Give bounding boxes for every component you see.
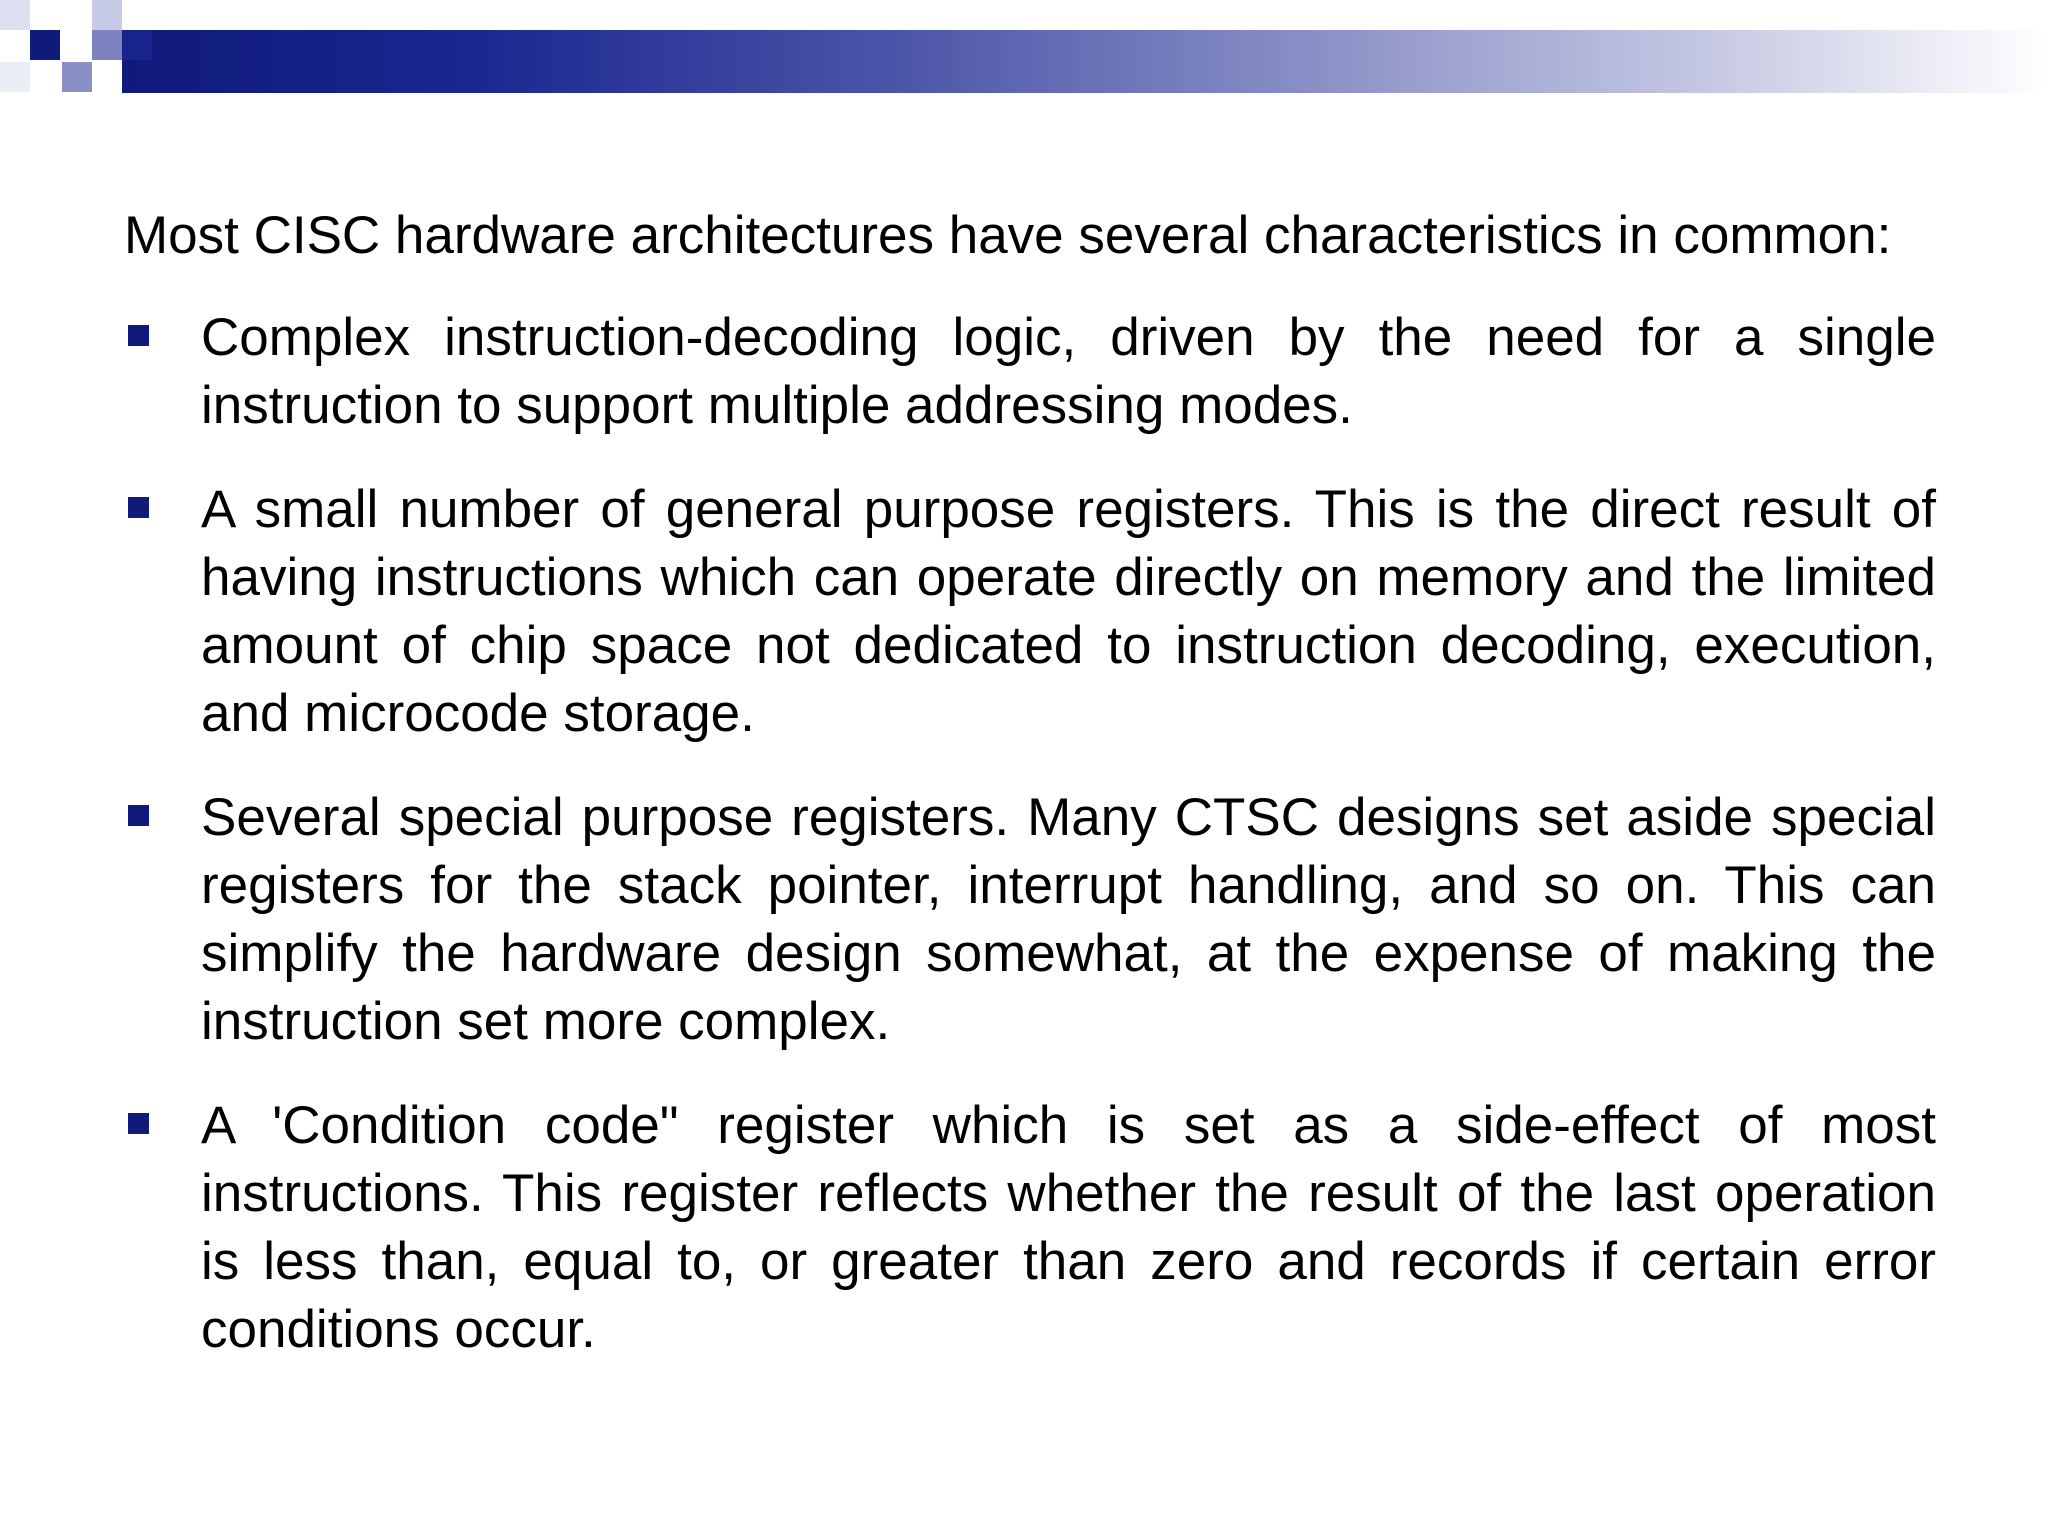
square-bullet-icon [128, 497, 149, 518]
bullet-item [124, 784, 1936, 1056]
bullet-text: A small number of general purpose registers. This is the direct result of having instructions which can operate directly on memory and the limited amount of chip space not dedicated to instruction decoding, execution, and microcode storage. [201, 480, 1936, 743]
slide-body [124, 202, 1936, 1400]
bullet-text: Several special purpose registers. Many CTSC designs set aside special registers for the stack pointer, interrupt handling, and so on. This can simplify the hardware design somewhat, at the expense of making the instruction set more complex. [201, 788, 1936, 1051]
bullet-item [124, 304, 1936, 440]
bullet-text: A 'Condition code" register which is set as a side-effect of most instructions. This register reflects whether the result of the last operation is less than, equal to, or greater than zero and records if certain error conditions occur. [201, 1096, 1936, 1359]
banner-square-decoration [30, 30, 60, 60]
banner-square-decoration [92, 30, 122, 60]
intro-text: Most CISC hardware architectures have several characteristics in common: [124, 206, 1892, 265]
bullet-text: Complex instruction-decoding logic, driven by the need for a single instruction to support multiple addressing modes. [201, 308, 1936, 435]
banner-square-decoration [0, 0, 30, 30]
banner-gradient-bar [122, 30, 2048, 93]
banner-square-decoration [92, 0, 122, 30]
bullet-item [124, 476, 1936, 748]
bullet-list [124, 304, 1936, 1364]
banner-square-decoration [62, 62, 92, 92]
square-bullet-icon [128, 805, 149, 826]
title-banner [0, 0, 2048, 130]
square-bullet-icon [128, 1113, 149, 1134]
square-bullet-icon [128, 325, 149, 346]
bullet-item [124, 1092, 1936, 1364]
banner-square-decoration [122, 30, 152, 60]
banner-square-decoration [0, 62, 30, 92]
